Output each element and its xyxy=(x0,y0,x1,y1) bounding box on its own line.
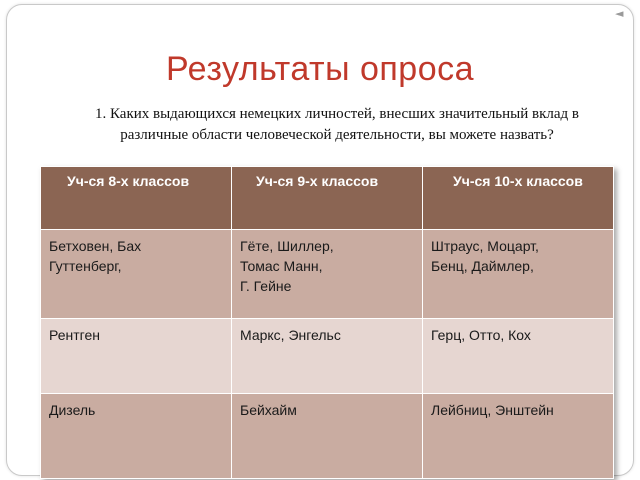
header-grade-8: Уч-ся 8-х классов xyxy=(41,167,232,230)
cell-text: Г. Гейне xyxy=(240,278,292,294)
survey-table xyxy=(40,166,614,479)
table-cell xyxy=(41,230,232,319)
table-cell xyxy=(232,319,423,394)
table-header-row xyxy=(41,167,614,230)
header-grade-10: Уч-ся 10-х классов xyxy=(423,167,614,230)
table-cell xyxy=(232,230,423,319)
cell-text: Гёте, Шиллер, xyxy=(240,238,334,254)
cell-text: Томас Манн, xyxy=(240,258,323,274)
table-row xyxy=(41,319,614,394)
cell-text: Бенц, Даймлер, xyxy=(431,258,534,274)
table-cell xyxy=(423,394,614,479)
table-cell xyxy=(41,319,232,394)
cell-text: Лейбниц, Энштейн xyxy=(431,402,554,418)
table-cell xyxy=(232,394,423,479)
table-row xyxy=(41,230,614,319)
cell-text: Герц, Отто, Кох xyxy=(431,327,531,343)
survey-question: 1. Каких выдающихся немецких личностей, внесших значительный вклад в различные области человеческой деятельности, вы можете назвать? xyxy=(94,106,580,143)
cell-text: Рентген xyxy=(49,327,100,343)
cell-text: Дизель xyxy=(49,402,96,418)
cell-text: Бейхайм xyxy=(240,402,297,418)
table-cell xyxy=(423,319,614,394)
table-cell xyxy=(423,230,614,319)
corner-ornament-icon: ◄ xyxy=(615,7,624,20)
table-row xyxy=(41,394,614,479)
cell-text: Бетховен, Бах xyxy=(49,238,142,254)
cell-text: Гуттенберг, xyxy=(49,258,122,274)
cell-text: Штраус, Моцарт, xyxy=(431,238,539,254)
table-cell xyxy=(41,394,232,479)
header-grade-9: Уч-ся 9-х классов xyxy=(232,167,423,230)
cell-text: Маркс, Энгельс xyxy=(240,327,341,343)
slide-title: Результаты опроса xyxy=(165,50,475,88)
